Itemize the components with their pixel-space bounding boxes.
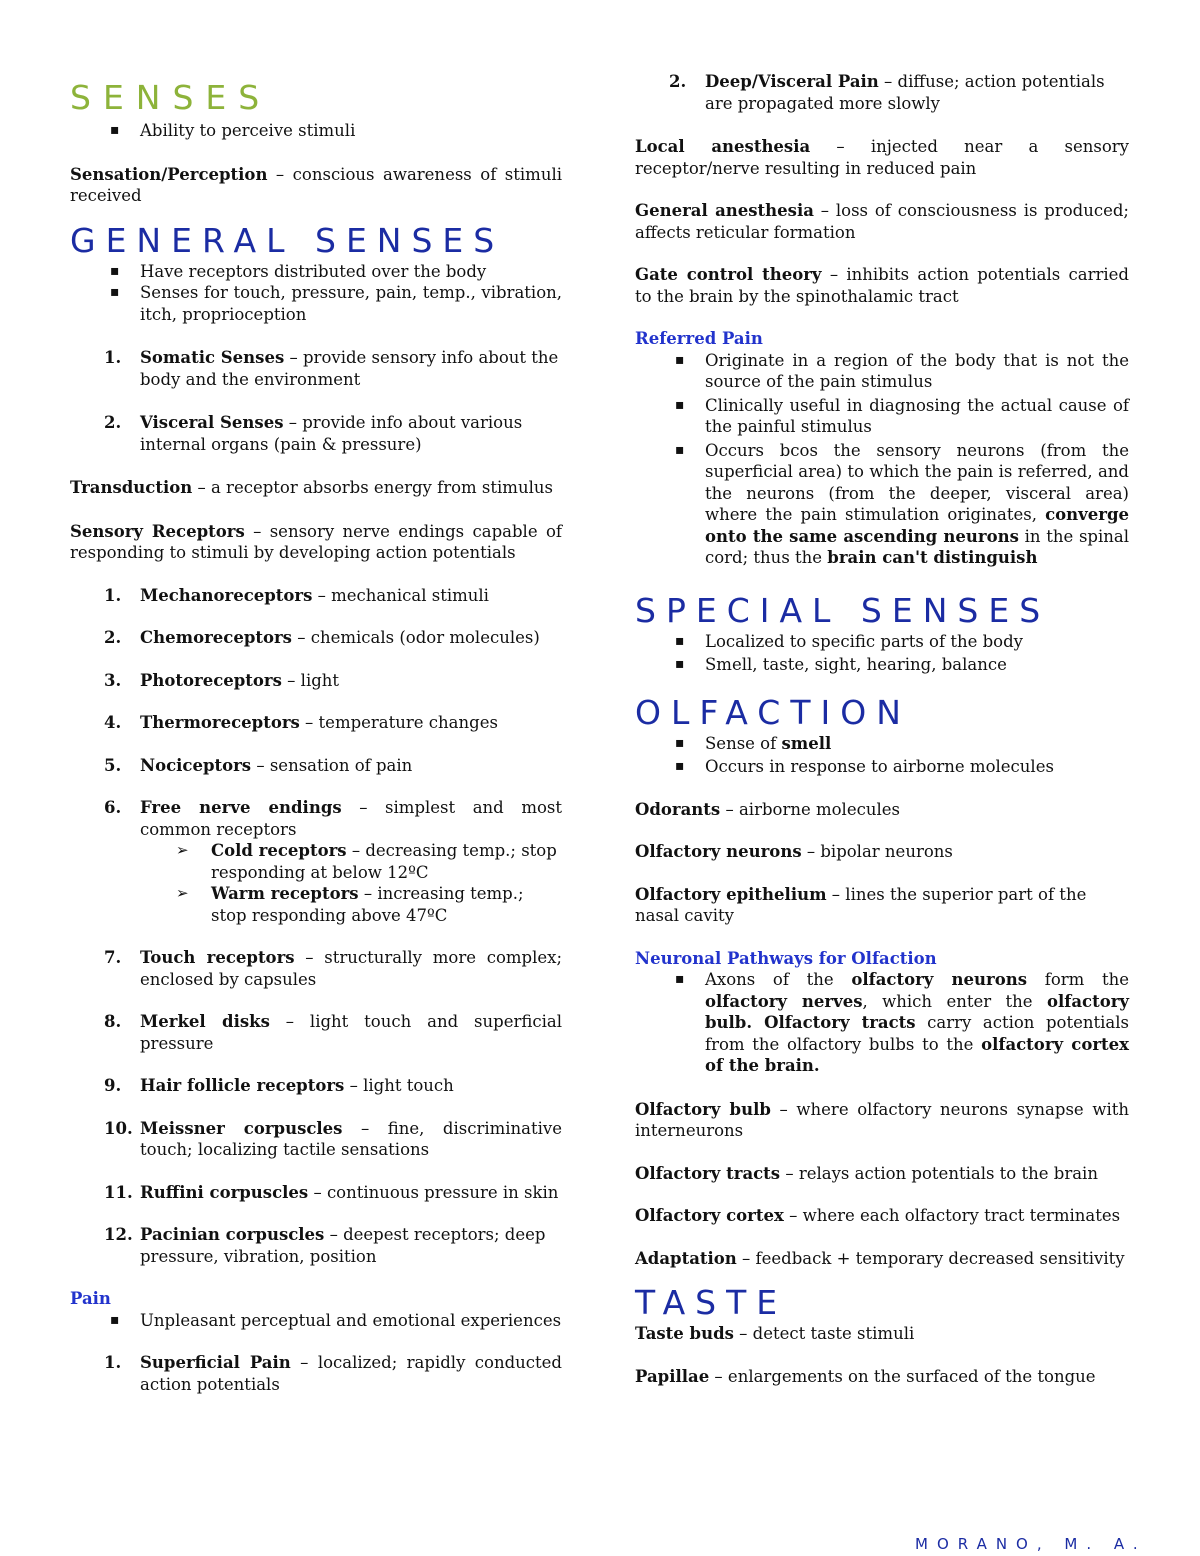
- list-item: 9. Hair follicle receptors – light touch: [104, 1076, 454, 1095]
- definition: Odorants – airborne molecules: [635, 799, 900, 819]
- definition: General anesthesia – loss of consciousness is produced; affects reticular formation: [635, 201, 1129, 242]
- bullet-item: ▪ Originate in a region of the body that is not the source of the pain stimulus: [635, 350, 1129, 393]
- definition: Local anesthesia – injected near a sensory receptor/nerve resulting in reduced pain: [635, 137, 1129, 178]
- definition: Gate control theory – inhibits action potentials carried to the brain by the spinothalamic tract: [635, 265, 1129, 306]
- definition: Sensory Receptors – sensory nerve endings capable of responding to stimuli by developing action potentials: [70, 521, 562, 562]
- definition: Olfactory neurons – bipolar neurons: [635, 842, 953, 861]
- definition: Olfactory bulb – where olfactory neurons synapse with interneurons: [635, 1099, 1129, 1140]
- bullet-item: ▪ Clinically useful in diagnosing the actual cause of the painful stimulus: [635, 395, 1129, 438]
- definition: Papillae – enlargements on the surfaced of the tongue: [635, 1366, 1096, 1386]
- referred-pain-heading: Referred Pain: [635, 329, 763, 348]
- author-footer: MORANO, M. A.: [915, 1535, 1147, 1553]
- list-item: 2. Deep/Visceral Pain – diffuse; action potentials are propagated more slowly: [669, 72, 1105, 113]
- olfaction-heading: OLFACTION: [635, 692, 911, 732]
- definition: Olfactory epithelium – lines the superior part of the nasal cavity: [635, 884, 1087, 925]
- bullet-item: ▪ Localized to specific parts of the body: [635, 631, 1129, 653]
- taste-heading: TASTE: [635, 1283, 788, 1322]
- list-item: 11. Ruffini corpuscles – continuous pressure in skin: [104, 1182, 559, 1202]
- list-item: 1. Superficial Pain – localized; rapidly conducted action potentials: [104, 1353, 562, 1394]
- list-item: 5. Nociceptors – sensation of pain: [104, 755, 413, 775]
- definition: Sensation/Perception – conscious awareness of stimuli received: [70, 164, 562, 205]
- senses-heading: SENSES: [70, 78, 272, 117]
- list-item: 12. Pacinian corpuscles – deepest receptors; deep pressure, vibration, position: [104, 1225, 546, 1266]
- pain-heading: Pain: [70, 1289, 111, 1308]
- list-item: 2. Chemoreceptors – chemicals (odor molecules): [104, 628, 540, 647]
- bullet-item: ▪ Have receptors distributed over the body: [70, 261, 562, 283]
- bullet-item: ▪ Smell, taste, sight, hearing, balance: [635, 654, 1129, 676]
- sub-item: ➢ Cold receptors – decreasing temp.; stop responding at below 12ºC: [70, 840, 562, 883]
- bullet-item: ▪ Occurs bcos the sensory neurons (from the superficial area) to which the pain is referred, and the neurons (from the deeper, visceral area) where the pain stimulation originates, converge onto the same ascending neurons in the spinal cord; thus the brain can't distinguish: [635, 440, 1129, 569]
- definition: Olfactory cortex – where each olfactory tract terminates: [635, 1206, 1121, 1225]
- list-item: 10. Meissner corpuscles – fine, discriminative touch; localizing tactile sensations: [104, 1118, 562, 1159]
- list-item: 7. Touch receptors – structurally more complex; enclosed by capsules: [104, 948, 562, 989]
- definition: Taste buds – detect taste stimuli: [635, 1324, 915, 1343]
- list-item: 3. Photoreceptors – light: [104, 670, 340, 690]
- right-column: [635, 68, 1129, 1387]
- bullet-item: ▪ Occurs in response to airborne molecules: [635, 756, 1129, 778]
- bullet-item: ▪ Ability to perceive stimuli: [70, 120, 562, 142]
- definition: Adaptation – feedback + temporary decreased sensitivity: [635, 1248, 1125, 1268]
- sub-item: ➢ Warm receptors – increasing temp.; stop responding above 47ºC: [70, 883, 562, 926]
- bullet-item: ▪ Sense of smell: [635, 733, 1129, 755]
- special-senses-heading: SPECIAL SENSES: [635, 590, 1051, 630]
- general-senses-heading: GENERAL SENSES: [70, 220, 505, 260]
- left-column: [70, 68, 562, 1395]
- pathways-heading: Neuronal Pathways for Olfaction: [635, 948, 937, 968]
- list-item: 8. Merkel disks – light touch and superficial pressure: [104, 1012, 562, 1053]
- list-item: 1. Somatic Senses – provide sensory info about the body and the environment: [104, 348, 559, 389]
- list-item: 6. Free nerve endings – simplest and most common receptors: [104, 798, 562, 839]
- list-item: 4. Thermoreceptors – temperature changes: [104, 713, 498, 732]
- bullet-item: ▪ Senses for touch, pressure, pain, temp., vibration, itch, proprioception: [70, 282, 562, 325]
- bullet-item: ▪ Unpleasant perceptual and emotional experiences: [70, 1310, 562, 1332]
- definition: Transduction – a receptor absorbs energy from stimulus: [70, 478, 553, 497]
- bullet-item: ▪ Axons of the olfactory neurons form the olfactory nerves, which enter the olfactory bulb. Olfactory tracts carry action potentials from the olfactory bulbs to the olfactory cortex of the brain.: [635, 969, 1129, 1077]
- list-item: 2. Visceral Senses – provide info about various internal organs (pain & pressure): [104, 413, 523, 454]
- list-item: 1. Mechanoreceptors – mechanical stimuli: [104, 585, 489, 605]
- definition: Olfactory tracts – relays action potentials to the brain: [635, 1163, 1098, 1183]
